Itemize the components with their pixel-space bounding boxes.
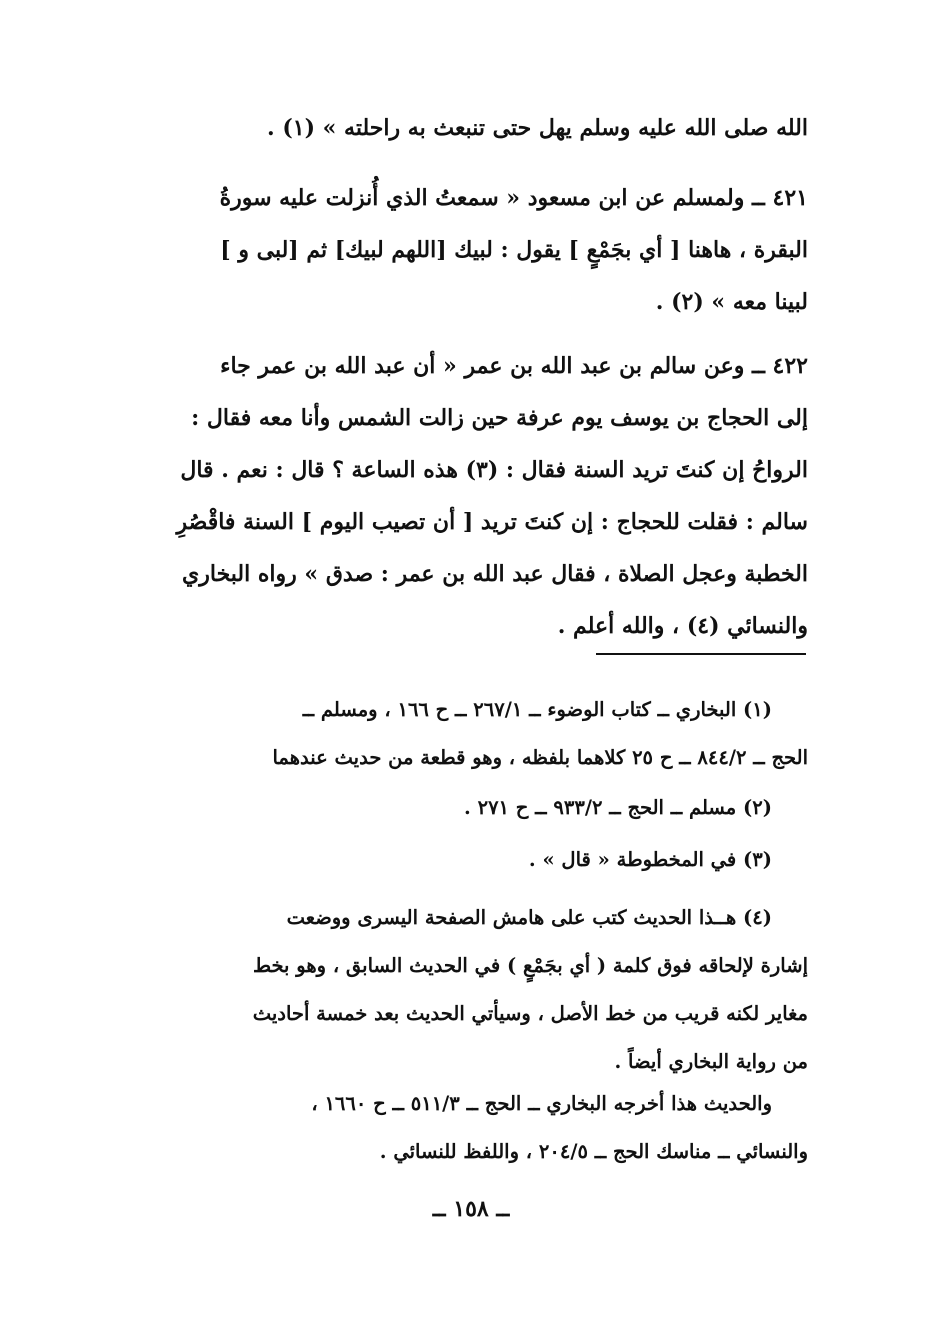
- text-line: لبينا معه » (٢) .: [655, 289, 808, 315]
- page-number: ــ ١٥٨ ــ: [432, 1196, 510, 1222]
- text-line: ٤٢١ ــ ولمسلم عن ابن مسعود « سمعتُ الذي أُنزلت عليه سورةُ: [219, 185, 808, 211]
- paragraph-hadith-421: [132, 172, 808, 328]
- footnote-4-continuation: [132, 1080, 808, 1176]
- text-line: والنسائي ــ مناسك الحج ــ ٢٠٤/٥ ، واللفظ للنسائي .: [379, 1140, 808, 1163]
- text-line: مغاير لكنه قريب من خط الأصل ، وسيأتي الحديث بعد خمسة أحاديث: [252, 1002, 808, 1025]
- text-line: سالم : فقلت للحجاج : إن كنتَ تريد [ أن تصيب اليوم ] السنة فاقْصُرِ: [176, 509, 808, 535]
- text-line: والنسائي (٤) ، والله أعلم .: [557, 613, 808, 639]
- text-line: إلى الحجاج بن يوسف يوم عرفة حين زالت الشمس وأنا معه فقال :: [191, 405, 808, 431]
- text-line: (٤) هــذا الحديث كتب على هامش الصفحة اليسرى ووضعت: [286, 906, 772, 929]
- footnote-1: [132, 686, 808, 782]
- footnote-2: [132, 784, 808, 832]
- footnote-3: [132, 836, 808, 884]
- footnote-4: [132, 894, 808, 1086]
- text-line: (١) البخاري ــ كتاب الوضوء ــ ٢٦٧/١ ــ ح ١٦٦ ، ومسلم ــ: [302, 698, 772, 721]
- text-line: إشارة لإلحاقه فوق كلمة ( أي بجَمْعٍ ) في الحديث السابق ، وهو بخط: [252, 954, 808, 977]
- text-line: (٣) في المخطوطة « قال » .: [528, 848, 772, 871]
- text-line: (٢) مسلم ــ الحج ــ ٩٣٣/٢ ــ ح ٢٧١ .: [464, 796, 772, 819]
- text-line: الحج ــ ٨٤٤/٢ ــ ح ٢٥ كلاهما بلفظه ، وهو قطعة من حديث عندهما: [272, 746, 808, 769]
- text-line: الرواحُ إن كنتَ تريد السنة فقال : (٣) هذه الساعة ؟ قال : نعم . قال: [180, 457, 808, 483]
- paragraph-hadith-422: [132, 340, 808, 652]
- footnote-separator: [596, 653, 806, 655]
- text-line: من رواية البخاري أيضاً .: [614, 1050, 808, 1073]
- text-line: البقرة ، هاهنا [ أي بجَمْعٍ ] يقول : لبيك [اللهم لبيك] ثم [لبى و ]: [220, 237, 808, 263]
- text-line: الله صلى الله عليه وسلم يهل حتى تنبعث به راحلته » (١) .: [267, 115, 808, 141]
- paragraph-continuation: [132, 102, 808, 154]
- text-line: ٤٢٢ ــ وعن سالم بن عبد الله بن عمر « أن عبد الله بن عمر جاء: [220, 353, 808, 379]
- text-line: والحديث هذا أخرجه البخاري ــ الحج ــ ٥١١/٣ ــ ح ١٦٦٠ ،: [311, 1092, 772, 1115]
- text-line: الخطبة وعجل الصلاة ، فقال عبد الله بن عمر : صدق » رواه البخاري: [182, 561, 808, 587]
